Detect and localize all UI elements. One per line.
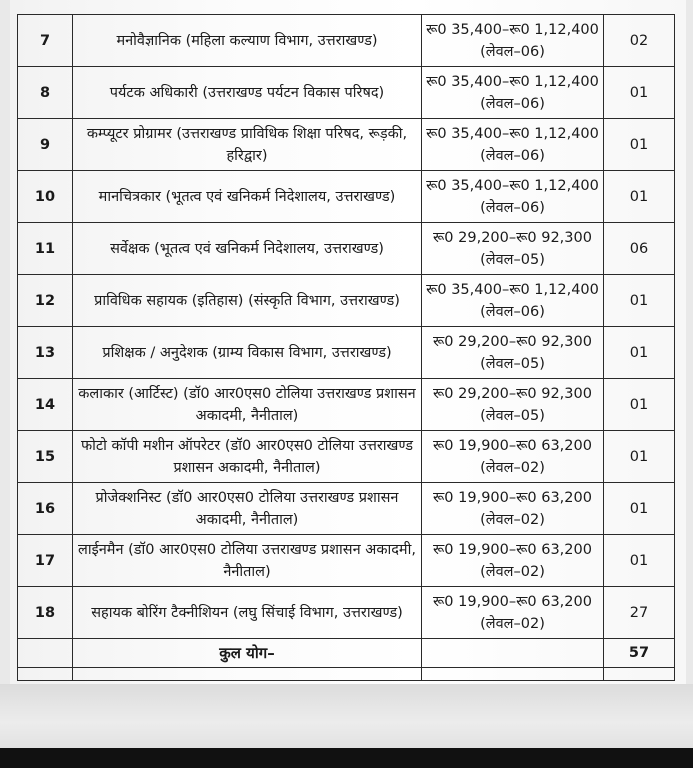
serial-number: 11 bbox=[18, 223, 73, 275]
total-count: 57 bbox=[604, 639, 675, 668]
page-shadow bbox=[0, 684, 693, 748]
pay-scale: रू0 35,400–रू0 1,12,400 bbox=[426, 21, 599, 38]
pay-level: (लेवल–05) bbox=[480, 355, 545, 372]
pay-level: (लेवल–02) bbox=[480, 511, 545, 528]
total-sn-cell bbox=[18, 639, 73, 668]
vacancy-count: 01 bbox=[604, 483, 675, 535]
serial-number: 10 bbox=[18, 171, 73, 223]
pay-scale-cell bbox=[422, 483, 604, 535]
vacancy-count: 27 bbox=[604, 587, 675, 639]
vacancy-count: 01 bbox=[604, 379, 675, 431]
post-name: लाईनमैन (डॉ0 आर0एस0 टोलिया उत्तराखण्ड प्रशासन अकादमी, नैनीताल) bbox=[73, 535, 422, 587]
vacancy-table bbox=[17, 14, 675, 681]
pay-scale: रू0 19,900–रू0 63,200 bbox=[433, 593, 592, 610]
serial-number: 18 bbox=[18, 587, 73, 639]
serial-number: 8 bbox=[18, 67, 73, 119]
serial-number: 7 bbox=[18, 15, 73, 67]
pay-level: (लेवल–02) bbox=[480, 615, 545, 632]
pay-scale: रू0 35,400–रू0 1,12,400 bbox=[426, 73, 599, 90]
total-label: कुल योग– bbox=[73, 639, 422, 668]
tail-cell bbox=[422, 668, 604, 681]
pay-scale: रू0 35,400–रू0 1,12,400 bbox=[426, 125, 599, 142]
tail-cell bbox=[18, 668, 73, 681]
table-row bbox=[18, 171, 675, 223]
post-name: कम्प्यूटर प्रोग्रामर (उत्तराखण्ड प्राविधिक शिक्षा परिषद, रूड़की, हरिद्वार) bbox=[73, 119, 422, 171]
post-name: प्रशिक्षक / अनुदेशक (ग्राम्य विकास विभाग, उत्तराखण्ड) bbox=[73, 327, 422, 379]
pay-scale-cell bbox=[422, 171, 604, 223]
vacancy-count: 01 bbox=[604, 171, 675, 223]
pay-scale-cell bbox=[422, 327, 604, 379]
post-name: पर्यटक अधिकारी (उत्तराखण्ड पर्यटन विकास परिषद) bbox=[73, 67, 422, 119]
vacancy-count: 01 bbox=[604, 119, 675, 171]
pay-level: (लेवल–06) bbox=[480, 43, 545, 60]
vacancy-count: 01 bbox=[604, 275, 675, 327]
pay-level: (लेवल–06) bbox=[480, 95, 545, 112]
pay-scale: रू0 35,400–रू0 1,12,400 bbox=[426, 281, 599, 298]
table-row bbox=[18, 379, 675, 431]
pay-scale: रू0 35,400–रू0 1,12,400 bbox=[426, 177, 599, 194]
pay-level: (लेवल–06) bbox=[480, 303, 545, 320]
table-row bbox=[18, 67, 675, 119]
table-row bbox=[18, 223, 675, 275]
pay-level: (लेवल–06) bbox=[480, 147, 545, 164]
table-row bbox=[18, 119, 675, 171]
vacancy-count: 01 bbox=[604, 535, 675, 587]
serial-number: 17 bbox=[18, 535, 73, 587]
pay-scale: रू0 19,900–रू0 63,200 bbox=[433, 489, 592, 506]
table-tail-row bbox=[18, 668, 675, 681]
serial-number: 15 bbox=[18, 431, 73, 483]
vacancy-count: 01 bbox=[604, 431, 675, 483]
pay-scale-cell bbox=[422, 535, 604, 587]
pay-scale: रू0 29,200–रू0 92,300 bbox=[433, 333, 592, 350]
pay-scale-cell bbox=[422, 275, 604, 327]
serial-number: 16 bbox=[18, 483, 73, 535]
vacancy-table-body bbox=[18, 15, 675, 681]
vacancy-count: 02 bbox=[604, 15, 675, 67]
post-name: मानचित्रकार (भूतत्व एवं खनिकर्म निदेशालय, उत्तराखण्ड) bbox=[73, 171, 422, 223]
post-name: कलाकार (आर्टिस्ट) (डॉ0 आर0एस0 टोलिया उत्तराखण्ड प्रशासन अकादमी, नैनीताल) bbox=[73, 379, 422, 431]
tail-cell bbox=[604, 668, 675, 681]
post-name: प्राविधिक सहायक (इतिहास) (संस्कृति विभाग, उत्तराखण्ड) bbox=[73, 275, 422, 327]
total-pay-cell bbox=[422, 639, 604, 668]
serial-number: 9 bbox=[18, 119, 73, 171]
table-row bbox=[18, 483, 675, 535]
pay-level: (लेवल–02) bbox=[480, 563, 545, 580]
post-name: मनोवैज्ञानिक (महिला कल्याण विभाग, उत्तराखण्ड) bbox=[73, 15, 422, 67]
table-row bbox=[18, 15, 675, 67]
vacancy-count: 01 bbox=[604, 67, 675, 119]
post-name: प्रोजेक्शनिस्ट (डॉ0 आर0एस0 टोलिया उत्तराखण्ड प्रशासन अकादमी, नैनीताल) bbox=[73, 483, 422, 535]
pay-level: (लेवल–05) bbox=[480, 407, 545, 424]
pay-scale-cell bbox=[422, 587, 604, 639]
screen-bottom-bar bbox=[0, 748, 693, 768]
pay-scale: रू0 29,200–रू0 92,300 bbox=[433, 385, 592, 402]
pay-scale-cell bbox=[422, 119, 604, 171]
table-row bbox=[18, 535, 675, 587]
post-name: फोटो कॉपी मशीन ऑपरेटर (डॉ0 आर0एस0 टोलिया उत्तराखण्ड प्रशासन अकादमी, नैनीताल) bbox=[73, 431, 422, 483]
pay-level: (लेवल–06) bbox=[480, 199, 545, 216]
pay-level: (लेवल–02) bbox=[480, 459, 545, 476]
pay-scale: रू0 29,200–रू0 92,300 bbox=[433, 229, 592, 246]
pay-scale-cell bbox=[422, 431, 604, 483]
serial-number: 13 bbox=[18, 327, 73, 379]
pay-scale-cell bbox=[422, 223, 604, 275]
post-name: सर्वेक्षक (भूतत्व एवं खनिकर्म निदेशालय, उत्तराखण्ड) bbox=[73, 223, 422, 275]
pay-scale-cell bbox=[422, 67, 604, 119]
table-row bbox=[18, 275, 675, 327]
pay-scale: रू0 19,900–रू0 63,200 bbox=[433, 437, 592, 454]
pay-scale: रू0 19,900–रू0 63,200 bbox=[433, 541, 592, 558]
serial-number: 14 bbox=[18, 379, 73, 431]
serial-number: 12 bbox=[18, 275, 73, 327]
pay-scale-cell bbox=[422, 379, 604, 431]
table-row bbox=[18, 431, 675, 483]
pay-scale-cell bbox=[422, 15, 604, 67]
vacancy-count: 01 bbox=[604, 327, 675, 379]
table-row bbox=[18, 587, 675, 639]
tail-cell bbox=[73, 668, 422, 681]
post-name: सहायक बोरिंग टैक्नीशियन (लघु सिंचाई विभाग, उत्तराखण्ड) bbox=[73, 587, 422, 639]
pay-level: (लेवल–05) bbox=[480, 251, 545, 268]
table-row bbox=[18, 327, 675, 379]
total-row bbox=[18, 639, 675, 668]
vacancy-count: 06 bbox=[604, 223, 675, 275]
